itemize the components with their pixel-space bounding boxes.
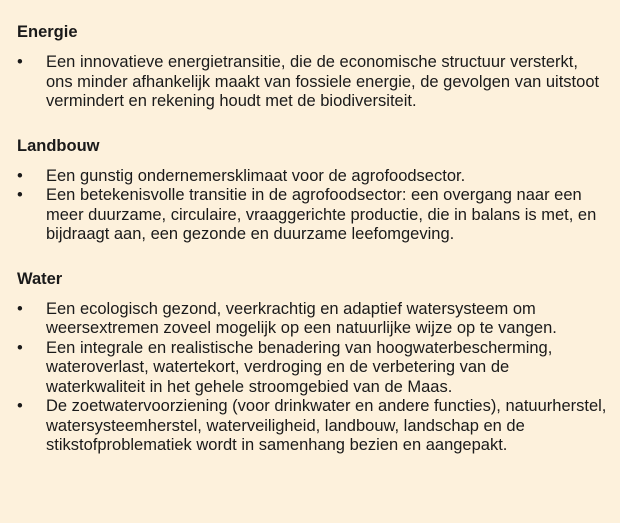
bullet-icon: • xyxy=(17,299,23,318)
section-landbouw xyxy=(17,136,608,245)
list-item-text: Een ecologisch gezond, veerkrachtig en adaptief watersysteem om weersextremen zoveel mogelijk op een natuurlijke wijze op te vangen. xyxy=(46,299,557,337)
list-item-text: Een gunstig ondernemersklimaat voor de agrofoodsector. xyxy=(46,166,466,185)
section-title-landbouw: Landbouw xyxy=(17,136,100,155)
bullet-list-landbouw xyxy=(17,167,608,245)
bullet-icon: • xyxy=(17,53,23,71)
list-item xyxy=(17,397,608,456)
section-title-water: Water xyxy=(17,269,63,288)
list-item xyxy=(17,339,608,398)
list-item-text: Een betekenisvolle transitie in de agrofoodsector: een overgang naar een meer duurzame, circulaire, vraaggerichte productie, die in balans is met, en bijdraagt aan, een gezonde en duurzame leefomgeving. xyxy=(46,186,597,243)
section-title-energie: Energie xyxy=(17,23,78,41)
list-item xyxy=(17,167,608,187)
bullet-icon: • xyxy=(17,166,23,185)
bullet-icon: • xyxy=(17,338,23,357)
bullet-list-water xyxy=(17,300,608,456)
bullet-icon: • xyxy=(17,397,23,415)
list-item-text: De zoetwatervoorziening (voor drinkwater en andere functies), natuurherstel, watersysteemherstel, waterveiligheid, landbouw, landschap en de stikstofproblematiek wordt in samenhang bezien en aangepakt. xyxy=(46,397,607,454)
section-energie xyxy=(17,22,608,112)
list-item-text: Een integrale en realistische benadering van hoogwaterbescherming, wateroverlast, watertekort, verdroging en de verbetering van de waterkwaliteit in het gehele stroomgebied van de Maas. xyxy=(46,338,553,396)
list-item xyxy=(17,186,608,245)
list-item-text: Een innovatieve energietransitie, die de economische structuur versterkt, ons minder afhankelijk maakt van fossiele energie, de gevolgen van uitstoot vermindert en rekening houdt met de biodiversiteit. xyxy=(46,53,600,110)
section-water xyxy=(17,269,608,456)
bullet-icon: • xyxy=(17,186,23,204)
list-item xyxy=(17,53,608,112)
list-item xyxy=(17,300,608,339)
bullet-list-energie xyxy=(17,53,608,112)
